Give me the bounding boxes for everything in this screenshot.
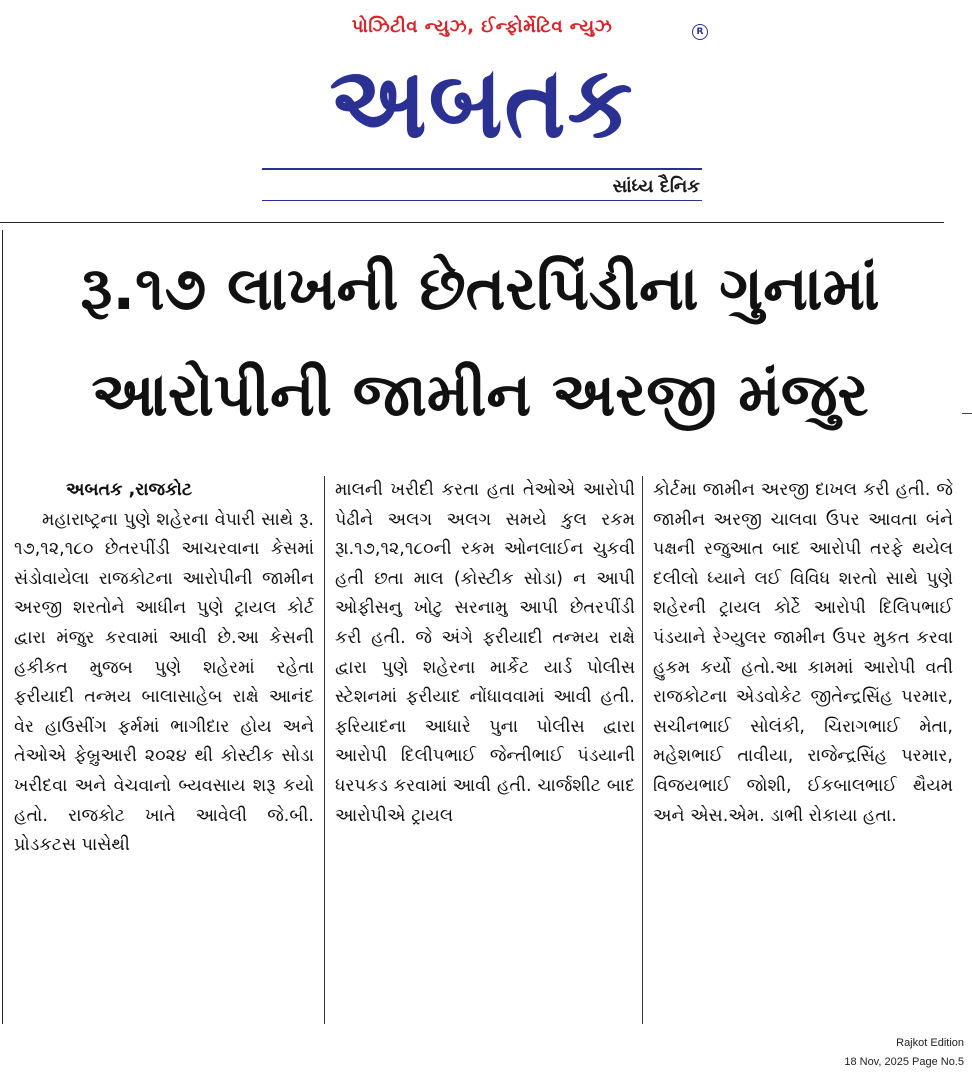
logo-underline xyxy=(262,200,702,201)
margin-tick xyxy=(962,413,972,414)
masthead-tagline: પોઝિટીવ ન્યુઝ, ઈન્ફોર્મેટિવ ન્યુઝ xyxy=(351,16,613,37)
logo-divider xyxy=(262,168,702,170)
header-divider xyxy=(0,222,944,223)
headline-line-2: આરોપીની જામીન અરજી મંજુર xyxy=(91,360,869,430)
article-column-1 xyxy=(14,476,314,1024)
column-divider xyxy=(642,476,643,1024)
article-column-3 xyxy=(653,476,953,1024)
article-left-border xyxy=(2,230,3,1024)
edition-date-page: 18 Nov, 2025 Page No.5 xyxy=(844,1056,964,1068)
edition-info xyxy=(844,1034,964,1072)
registered-trademark-icon: R xyxy=(692,24,708,40)
article-body-col1: મહારાષ્ટ્રના પુણે શહેરના વેપારી સાથે રૂ. ૧૭,૧૨,૧૮૦ છેતરપીંડી આચરવાના કેસમાં સંડોવાયેલા રાજકોટના આરોપીની જામીન અરજી શરતોને આધીન પુણે ટ્રાયલ કોર્ટ દ્વારા મંજુર કરવામાં આવી છે.આ કેસની હકીકત મુજબ પુણે શહેરમાં રહેતા ફરીયાદી તન્મય બાલાસાહેબ રાક્ષે આનંદ વેર હાઉસીંગ ફર્મમાં ભાગીદાર હોય અને તેઓએ ફેબ્રુઆરી ૨૦૨૪ થી કોસ્ટીક સોડા ખરીદવા અને વેચવાનો બ્યવસાય શરૂ કયો હતો. રાજકોટ ખાતે આવેલી જે.બી. પ્રોડકટસ પાસેથી xyxy=(14,509,314,856)
article-body-col3: કોર્ટમા જામીન અરજી દાખલ કરી હતી. જે જામીન અરજી ચાલવા ઉપર આવતા બંને પક્ષની રજુઆત બાદ આરોપી તરફે થયેલ દલીલો ધ્યાને લઈ વિવિધ શરતો સાથે પુણે શહેરની ટ્રાયલ કોર્ટે આરોપી દિલિપભાઈ પંડયાને રેગ્યુલર જામીન ઉપર મુકત કરવા હુકમ કર્યો હતો.આ કામમાં આરોપી વતી રાજકોટના એડવોકેટ જીતેન્દ્રસિંહ પરમાર, સચીનભાઈ સોલંકી, ચિરાગભાઈ મેતા, મહેશભાઈ તાવીયા, રાજેન્દ્રસિંહ પરમાર, વિજયભાઈ જોશી, ઈકબાલભાઈ થૈયમ અને એસ.એમ. ડાભી રોકાયા હતા. xyxy=(653,480,953,826)
edition-name: Rajkot Edition xyxy=(896,1037,964,1049)
article-body-col2: માલની ખરીદી કરતા હતા તેઓએ આરોપી પેઢીને અલગ અલગ સમયે કુલ રકમ રૂા.૧૭,૧૨,૧૮૦ની રકમ ઓનલાઈન ચુકવી હતી છતા માલ (કોસ્ટીક સોડા) ન આપી ઓફીસનુ ખોટુ સરનામુ આપી છેતરપીંડી કરી હતી. જે અંગે ફરીયાદી તન્મય રાક્ષે દ્વારા પુણે શહેરના માર્કેટ યાર્ડ પોલીસ સ્ટેશનમાં ફરીયાદ નોંધાવવામાં આવી હતી. ફરિયાદના આધારે પુના પોલીસ દ્વારા આરોપી દિલીપભાઈ જેન્તીભાઈ પંડયાની ધરપકડ કરવામાં આવી હતી. ચાર્જશીટ બાદ આરોપીએ ટ્રાયલ xyxy=(335,480,635,826)
masthead xyxy=(0,0,972,222)
article-dateline: અબતક ,રાજકોટ xyxy=(66,480,193,500)
headline-line-1: રૂ.૧૭ લાખની છેતરપિંડીના ગુનામાં xyxy=(80,254,880,324)
newspaper-logo: અબતક xyxy=(329,44,635,161)
article-headline xyxy=(10,236,950,448)
article-column-2 xyxy=(335,476,635,1024)
column-divider xyxy=(324,476,325,1024)
masthead-subtitle: સાંધ્ય દૈનિક xyxy=(612,176,700,197)
